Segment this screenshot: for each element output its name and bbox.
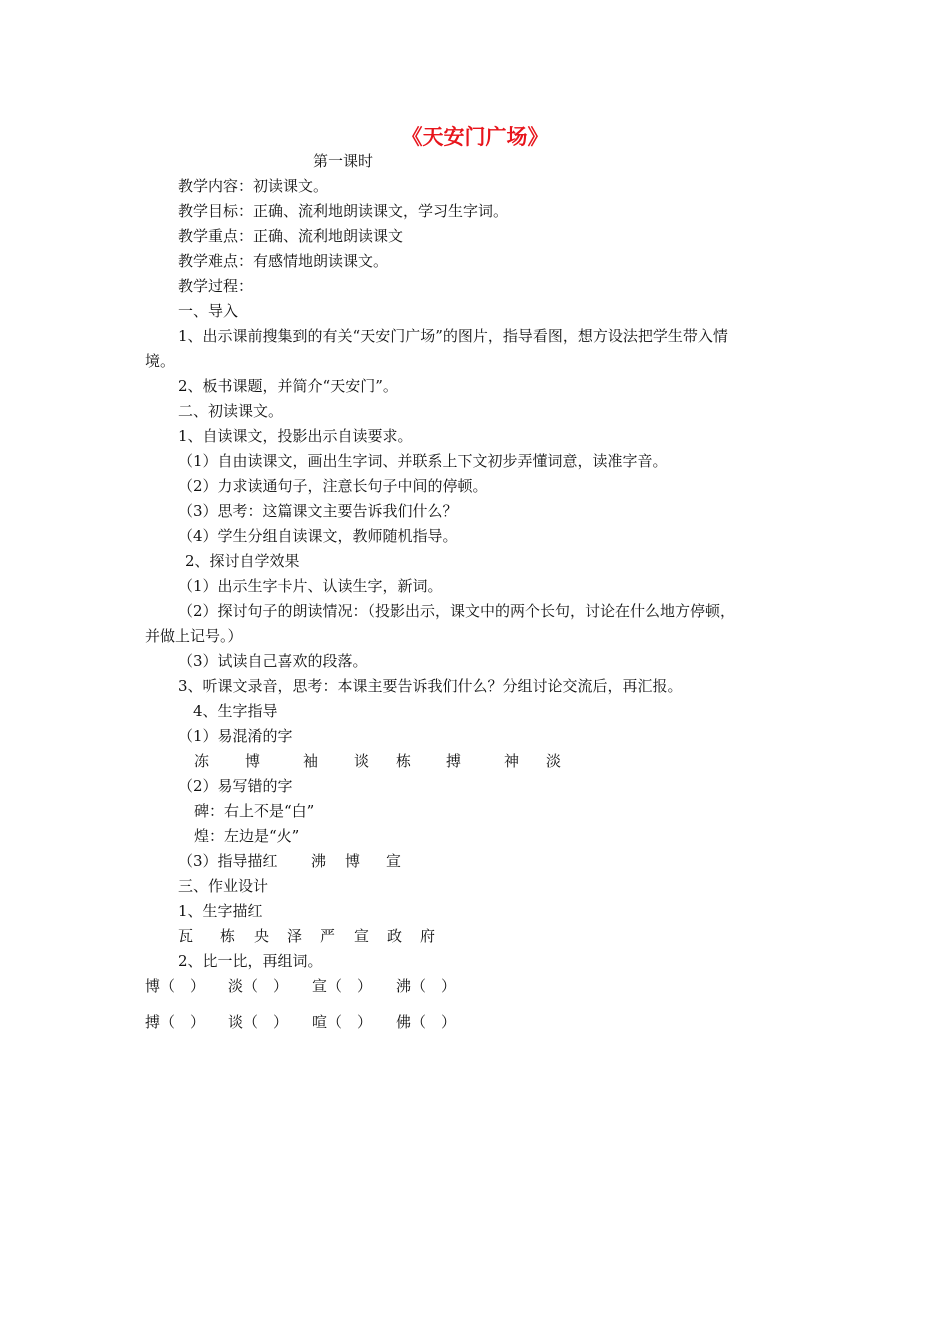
homework-char: 瓦 [178, 927, 194, 945]
homework-char: 府 [420, 927, 436, 945]
section-heading-reading: 二、初读课文。 [178, 402, 284, 420]
confusing-char: 搏 [446, 752, 462, 770]
homework-char: 栋 [220, 927, 236, 945]
homework-char: 宣 [354, 927, 370, 945]
trace-heading: （3）指导描红 [178, 852, 278, 870]
error-char-1: 碑：右上不是“白” [194, 802, 315, 820]
confusing-chars-heading: （1）易混淆的字 [178, 727, 293, 745]
intro-item-1: 1、出示课前搜集到的有关“天安门广场”的图片，指导看图，想方设法把学生带入情 [178, 327, 728, 345]
error-char-2: 煌：左边是“火” [194, 827, 300, 845]
confusing-char: 淡 [546, 752, 562, 770]
confusing-char: 冻 [194, 752, 210, 770]
compare-blank: 沸（ ） [396, 977, 457, 995]
trace-char: 宣 [386, 852, 402, 870]
compare-blank: 博（ ） [145, 977, 206, 995]
reading-req-4: （4）学生分组自读课文，教师随机指导。 [178, 527, 458, 545]
document-title: 《天安门广场》 [401, 124, 549, 149]
confusing-char: 博 [245, 752, 261, 770]
compare-blank: 佛（ ） [396, 1013, 457, 1031]
compare-blank: 淡（ ） [228, 977, 289, 995]
teaching-process: 教学过程： [178, 277, 254, 295]
self-study-1: （1）出示生字卡片、认读生字，新词。 [178, 577, 443, 595]
intro-item-1-cont: 境。 [145, 352, 176, 370]
trace-char: 沸 [311, 852, 327, 870]
confusing-char: 谈 [354, 752, 370, 770]
section-heading-intro: 一、导入 [178, 302, 239, 320]
reading-req-1: （1）自由读课文，画出生字词、并联系上下文初步弄懂词意，读准字音。 [178, 452, 668, 470]
compare-blank: 搏（ ） [145, 1013, 206, 1031]
teaching-goal: 教学目标：正确、流利地朗读课文，学习生字词。 [178, 202, 509, 220]
self-study-2: （2）探讨句子的朗读情况：（投影出示，课文中的两个长句，讨论在什么地方停顿， [178, 602, 736, 620]
reading-req-2: （2）力求读通句子，注意长句子中间的停顿。 [178, 477, 488, 495]
reading-item-1: 1、自读课文，投影出示自读要求。 [178, 427, 413, 445]
homework-chars-row [0, 925, 950, 947]
reading-req-3: （3）思考：这篇课文主要告诉我们什么？ [178, 502, 458, 520]
compare-row-2 [0, 1011, 950, 1033]
compare-blank: 宣（ ） [312, 977, 373, 995]
teaching-content: 教学内容：初读课文。 [178, 177, 329, 195]
homework-char: 严 [320, 927, 336, 945]
lesson-period: 第一课时 [313, 152, 374, 170]
reading-item-2: 2、探讨自学效果 [185, 552, 300, 570]
homework-item-1: 1、生字描红 [178, 902, 263, 920]
trace-char: 博 [345, 852, 361, 870]
reading-item-4: 4、生字指导 [193, 702, 278, 720]
reading-item-3: 3、听课文录音，思考：本课主要告诉我们什么？分组讨论交流后，再汇报。 [178, 677, 683, 695]
confusing-char: 袖 [303, 752, 319, 770]
homework-char: 泽 [287, 927, 303, 945]
compare-blank: 谈（ ） [228, 1013, 289, 1031]
section-heading-homework: 三、作业设计 [178, 877, 269, 895]
confusing-char: 栋 [396, 752, 412, 770]
homework-char: 央 [254, 927, 270, 945]
intro-item-2: 2、板书课题，并简介“天安门”。 [178, 377, 398, 395]
compare-blank: 喧（ ） [312, 1013, 373, 1031]
confusing-chars-row [0, 750, 950, 772]
confusing-char: 神 [504, 752, 520, 770]
homework-char: 政 [387, 927, 403, 945]
teaching-key-point: 教学重点：正确、流利地朗读课文 [178, 227, 404, 245]
trace-row [0, 850, 950, 872]
error-chars-heading: （2）易写错的字 [178, 777, 293, 795]
self-study-2-cont: 并做上记号。） [145, 627, 243, 645]
homework-item-2: 2、比一比，再组词。 [178, 952, 323, 970]
self-study-3: （3）试读自己喜欢的段落。 [178, 652, 368, 670]
compare-row-1 [0, 975, 950, 997]
teaching-difficulty: 教学难点：有感情地朗读课文。 [178, 252, 389, 270]
